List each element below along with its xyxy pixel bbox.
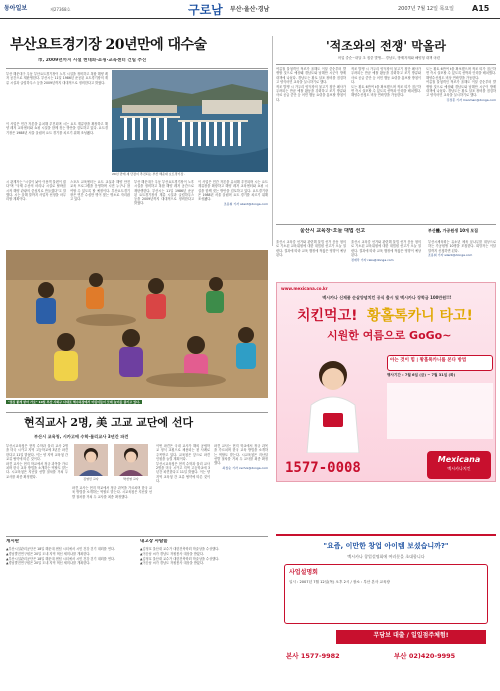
ad2-phone-1: 본사 1577-9982: [286, 652, 340, 660]
brief2-body-box: [428, 240, 496, 278]
issue-date: 2007년 7월 12일 목요일: [398, 6, 455, 12]
ad1-slogan-2: 황홀톡카니 타고!: [367, 308, 473, 324]
story3-rule: [6, 412, 268, 413]
brief1-body: 울산시 교육감 선거와 관련해 불법 선거 운동 혐의로 기소된 교육위원에 대한 대법원 선고가 오늘 열린다. 결과에 따라 교육 행정에 적잖은 영향이 예상된다.: [276, 240, 346, 257]
people-column-list: [140, 547, 268, 566]
ad2-headline: "요즘, 이만한 창업 아이템 보셨습니까?": [323, 542, 449, 550]
notice-board-title: 게시판: [6, 539, 20, 544]
ad1-slogan-3: 시원한 여름으로 GoGo~: [327, 329, 452, 342]
story3-col-b: [72, 486, 152, 532]
brief2-body: 부산시체육회는 유소년 체육 꿈나무를 대상으로 하는 가공원생 10명을 모집한다. 희망자는 이달 말까지 신청하면 된다.: [428, 240, 496, 253]
page-header: [0, 0, 500, 19]
brief1-byline: 정재락 기자 raks@donga.com: [351, 257, 394, 262]
story2-paragraph: 적조 발생 시 가두리 양식장의 물고기 집단 폐사가 우려되는 만큼 예찰 활동을 강화하고 조기 방류와 사료 공급 중단 등 어민 행동 요령을 홍보할 방침이다.: [351, 67, 421, 84]
story3-paragraph: 부산시교육청은 현직 수학과 물리 교사 2명을 미국 시카고 지역 고등학교에 3년간 파견한다고 11일 밝혔다. 이는 양 지역 교육청 간 교류 협약에 따른 것이다.: [156, 461, 210, 483]
story1-paragraph: 이 사업은 민간 자본을 유치해 추진되며 시는 요트 계류장을 확장하고 해양 레저 교육센터와 쇼핑 시설을 함께 짓는 방안을 검토하고 있다. 요트경기장은 1988년 서울 올림픽 요트 경기를 치르기 위해 조성됐다.: [6, 122, 108, 135]
story2-paragraph: 여름철 불청객인 적조가 올해도 이달 중순부터 발생할 것으로 예상돼 경남도와 남해안 시군이 방제 대책에 나섰다. 경남도는 황토 살포 장비를 점검하고 양식어민 교육을 실시하기로 했다.: [276, 67, 346, 84]
notice-board-list: [6, 547, 134, 566]
brief1-col-b: [351, 240, 421, 278]
story3-col-a: [6, 444, 68, 532]
people-column-title: 내고장 사람들: [140, 539, 168, 544]
person-1-icon: [74, 444, 108, 476]
notice-item: ▲부산시설관리공단은 18일 해운대 센텀 시티에서 시민 건강 걷기 대회를 연다.: [6, 556, 116, 561]
ad2-seminar-box: [284, 564, 488, 624]
notice-item: ▲경남발전연구원은 20일 도내 지역 혁신 세미나를 개최한다.: [6, 561, 91, 566]
people-column: [140, 539, 268, 689]
story1-col-a: [6, 180, 66, 242]
story2-byline: 강정훈 기자 manman@donga.com: [446, 98, 496, 103]
ad2-seminar-info: 일시 : 2007년 7월 12일(목) 오후 2시 / 장소 : 부산 본사 교육장: [289, 580, 390, 585]
people-item: ▲이순남 씨가 경남도 자원봉사 대상을 받았다.: [140, 561, 204, 566]
story3-paragraph: 이번 파견은 국내 교사가 해외 공립학교 정식 교원으로 채용되는 첫 사례로 주목받고 있다. 교육청은 앞으로 파견 인원을 늘릴 계획이다.: [156, 444, 210, 461]
story1-paragraph: 스포츠 교육센터는 요트 교실과 해양 안전 교육 프로그램을 운영하며 시민 누구나 참여할 수 있도록 할 예정이다. 부산요트경기장은 연간 수십만 명이 찾는 명소로 자리잡고 있다.: [70, 180, 130, 202]
ad1-phone: 1577-0008: [285, 460, 361, 476]
portrait-2-caption: 박선영 교사: [123, 477, 139, 481]
story1-headline: 부산요트경기장 20년만에 대수술: [10, 37, 207, 53]
ad1-event-date: 행사기간 : 7월 6일 (금) ~ 7월 31일 (화): [387, 373, 456, 377]
story2-paragraph: 도는 황토 6만여 t을 확보했으며 적조 띠가 접근하면 즉시 살포할 수 있도록 선박과 인력을 배치했다. 해양수산청도 비상 연락망을 가동한다.: [426, 67, 496, 80]
briefs-rule: [276, 224, 496, 225]
story2-paragraph: 적조 발생 시 가두리 양식장의 물고기 집단 폐사가 우려되는 만큼 예찰 활동을 강화하고 조기 방류와 사료 공급 중단 등 어민 행동 요령을 홍보할 방침이다.: [276, 84, 346, 102]
story3-paragraph: 파견 교사는 현지 학교에서 정규 과목을 가르치며 한국 교육 방법을 소개하는 역할도 맡는다. 시교육청은 지난달 선발 절차를 거쳐 두 교사를 최종 확정했다.: [72, 486, 152, 499]
issue-info: 제27368호: [50, 7, 71, 12]
notices-rule: [6, 536, 268, 537]
page-number: A15: [472, 4, 490, 13]
brief1-body-cont: 울산시 교육감 선거와 관련해 불법 선거 운동 혐의로 기소된 교육위원에 대한 대법원 선고가 오늘 열린다. 결과에 따라 교육 행정에 적잖은 영향이 예상된다.: [351, 240, 421, 257]
ad1-brand-logo: [427, 451, 491, 479]
brief1-title: 울산시 교육장·오늘 대법 선고: [300, 228, 366, 234]
story2-col-a: [276, 67, 346, 222]
people-item: ▲김정호 울산대 교수가 대한건축학회 학술상을 수상했다.: [140, 547, 220, 552]
story3-portraits: [72, 444, 152, 484]
story3-byline: 최창순 기자 cschoi@donga.com: [222, 465, 268, 470]
story2-col-b: [351, 67, 421, 222]
notice-item: ▲경남발전연구원은 20일 도내 지역 혁신 세미나를 개최한다.: [6, 551, 91, 556]
ad2-loan-banner: 무담보 대출 / 일일점주체험!: [336, 630, 486, 644]
notice-board: [6, 539, 134, 689]
person-2-icon: [114, 444, 148, 476]
paper-name: 동아일보: [4, 5, 28, 12]
beach-kids-photo: [6, 250, 268, 398]
model-illustration: [283, 353, 383, 453]
section-logo: 구로남: [188, 3, 223, 17]
story2-headline: '적조와의 전쟁' 막올라: [325, 39, 447, 53]
story1-paragraph: 부산 해운대구 우동 부산요트경기장이 노후 시설을 정비하고 복합 해양 레저 공간으로 재탄생한다. 부산시는 11일 1986년 준공된 요트경기장의 계류 시설과 클럽하우스 등을 2009년까지 대대적으로 정비한다고 밝혔다.: [134, 180, 194, 206]
story1-byline: 조용휘 기자 silent@donga.com: [223, 201, 268, 206]
portrait-2-photo: [114, 444, 148, 476]
column-divider: [272, 36, 273, 246]
story1-subhead: 市, 2009년까지 시설 현대화·쇼핑·교육센터 건립 추진: [38, 58, 147, 63]
ad2-subline: 멕시카나 창업설명회에 여러분을 초대합니다: [347, 554, 425, 559]
franchise-ad: [276, 534, 496, 688]
story3-paragraph: 부산시교육청은 현직 수학과 물리 교사 2명을 미국 시카고 지역 고등학교에 3년간 파견한다고 11일 밝혔다. 이는 양 지역 교육청 간 교류 협약에 따른 것이다.: [6, 444, 68, 461]
story3-paragraph: 파견 교사는 현지 학교에서 정규 과목을 가르치며 한국 교육 방법을 소개하는 역할도 맡는다. 시교육청은 지난달 선발 절차를 거쳐 두 교사를 최종 확정했다.: [6, 461, 68, 479]
story2-paragraph: 여름철 불청객인 적조가 올해도 이달 중순부터 발생할 것으로 예상돼 경남도와 남해안 시군이 방제 대책에 나섰다. 경남도는 황토 살포 장비를 점검하고 양식어민 교육을 실시하기로 했다.: [426, 80, 496, 98]
people-item: ▲김정호 울산대 교수가 대한건축학회 학술상을 수상했다.: [140, 556, 220, 561]
portrait-1-photo: [74, 444, 108, 476]
story1-photo: [112, 70, 268, 172]
story2-subhead: 어업 중순~내달 초 집중 발생… 경남도, 방제자재와 해양청 대책 마련: [337, 56, 441, 60]
photo2-caption-text: "점심 좋게 받아 가요" 10일 부산 사하구 다대포 해수욕장에서 어린이들이 모래 놀이를 즐기고 있다.: [8, 400, 141, 404]
notice-item: ▲부산시설관리공단은 18일 해운대 센텀 시티에서 시민 건강 걷기 대회를 연다.: [6, 547, 116, 552]
story2-paragraph: 도는 황토 6만여 t을 확보했으며 적조 띠가 접근하면 즉시 살포할 수 있도록 선박과 인력을 배치했다. 해양수산청도 비상 연락망을 가동한다.: [351, 84, 421, 98]
brief2-byline: 조용휘 기자 silent@donga.com: [428, 253, 473, 258]
ad1-brand: Mexicana: [437, 455, 481, 464]
story1-photo-caption: 20년 만에 새 단장이 추진되는 부산 해운대 요트경기장 .: [112, 172, 186, 176]
marina-aerial-photo: [112, 70, 268, 172]
story3-subhead: 부산시 교육청, 시카고에 수학·물리교사 3년간 파견: [34, 434, 129, 439]
photo2-caption: [6, 400, 268, 409]
story3-paragraph: 파견 교사는 현지 학교에서 정규 과목을 가르치며 한국 교육 방법을 소개하는 역할도 맡는다. 시교육청은 지난달 선발 절차를 거쳐 두 교사를 최종 확정했다.: [214, 444, 268, 466]
people-item: ▲이순남 씨가 경남도 자원봉사 대상을 받았다.: [140, 551, 204, 556]
ad1-model-photo: [283, 353, 383, 453]
brief1-col-a: [276, 240, 346, 278]
story2-headline-box: [276, 38, 496, 58]
story1-rule: [6, 68, 268, 69]
story1-col-left-2: [6, 122, 108, 172]
story1-paragraph: 부산 해운대구 우동 부산요트경기장이 노후 시설을 정비하고 복합 해양 레저 공간으로 재탄생한다. 부산시는 11일 1986년 준공된 요트경기장의 계류 시설과 클럽하우스 등을 2009년까지 대대적으로 정비한다고 밝혔다.: [6, 72, 108, 85]
story1-col-c: [134, 180, 194, 242]
story3-headline: 현직교사 2명, 美 고교 교단에 선다: [24, 416, 194, 429]
section-region: 부산·울산·경남: [230, 6, 270, 13]
ad1-brand-sub: 멕시카나치킨: [447, 465, 471, 471]
story3-col-c: [156, 444, 210, 532]
portrait-1-caption: 김영민 교사: [83, 477, 99, 481]
ad1-slogan-1: 치킨먹고!: [297, 308, 358, 324]
story1-headline-box: [10, 36, 270, 58]
ad1-details-box: [387, 383, 493, 439]
story2-col-c: [426, 67, 496, 222]
ad2-seminar-title: 사업설명회: [289, 569, 318, 576]
ad1-url[interactable]: www.mexicana.co.kr: [281, 286, 328, 291]
children-digging-photo: [6, 250, 268, 398]
mexicana-ad: [276, 282, 496, 482]
story1-paragraph: 이 사업은 민간 자본을 유치해 추진되며 시는 요트 계류장을 확장하고 해양 레저 교육센터와 쇼핑 시설을 함께 짓는 방안을 검토하고 있다. 요트경기장은 1988년 서울 올림픽 요트 경기를 치르기 위해 조성됐다.: [198, 180, 268, 202]
ad1-event: 아는 것이 힘 | 황홀톡카니를 본다 방법: [387, 355, 493, 371]
story3-col-d: [214, 444, 268, 532]
ad2-phone-2: 부산 02)420-9995: [394, 652, 456, 660]
story1-paragraph: 시 관계자는 "시설이 낡아 이용객 불편이 컸다"며 "국제 수준의 마리나 시설로 탈바꿈시켜 해양 관광의 중심지로 만들겠다"고 말했다. 시는 올해 말까지 사업자 선정을 마무리할 계획이다.: [6, 180, 66, 202]
story1-col-b: [70, 180, 130, 242]
ad1-top-line: 멕시카나 신제품 순살양념치킨 공식 출시 및 멕시카나 장학금 100만원!!!: [322, 295, 452, 300]
story1-col-d: [198, 180, 268, 242]
brief2-title: 부산體, 가공원생 10개 모집: [428, 228, 479, 233]
story2-rule: [276, 64, 496, 65]
